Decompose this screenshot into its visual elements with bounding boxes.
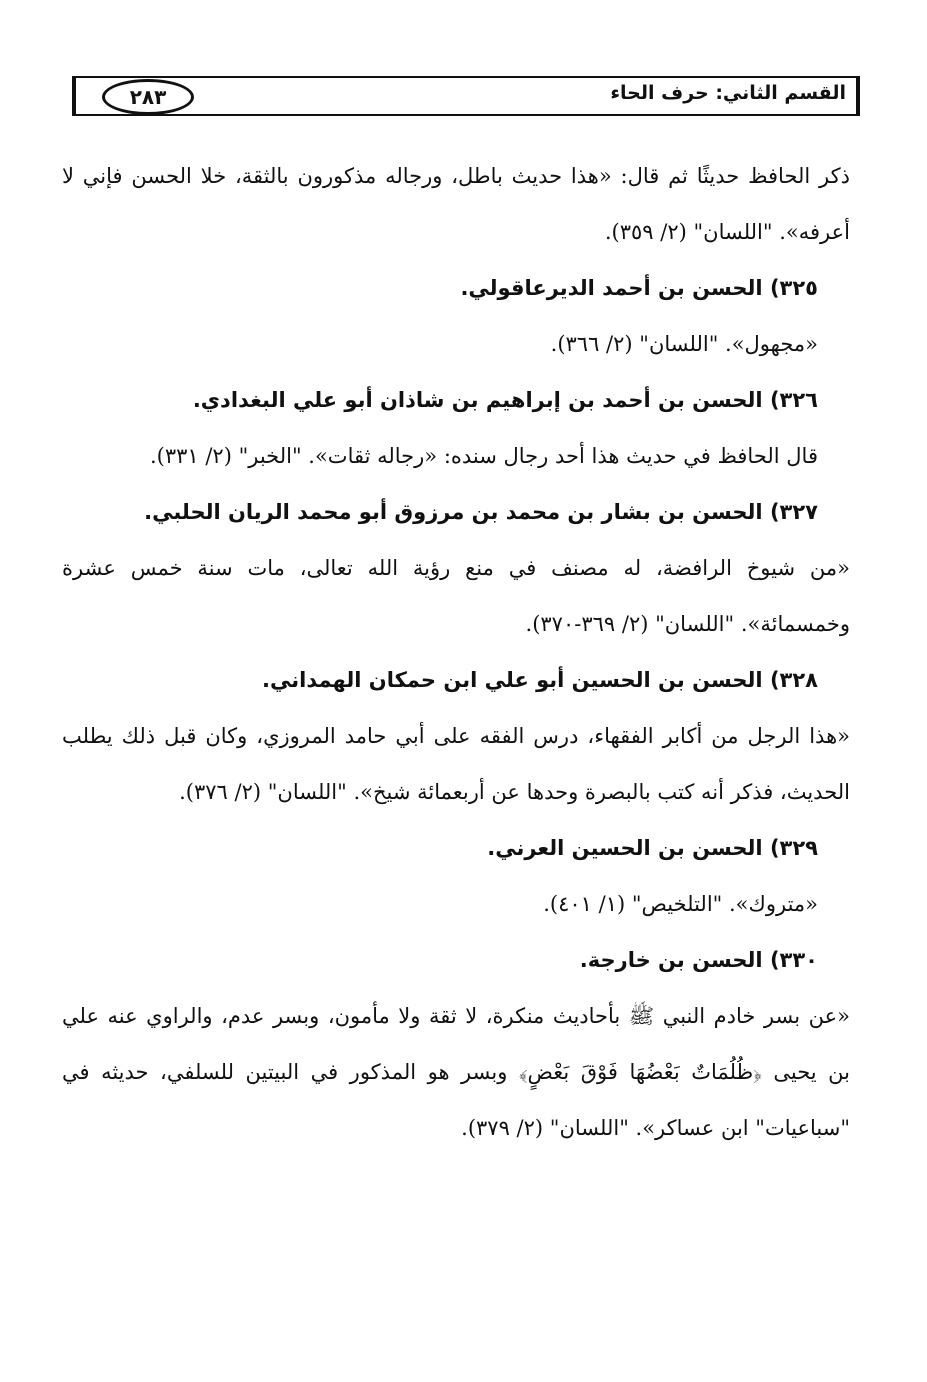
entry-327-note: «من شيوخ الرافضة، له مصنف في منع رؤية الله تعالى، مات سنة خمس عشرة وخمسمائة». "اللسان" (٢/ ٣٦٩-٣٧٠). [62, 556, 850, 636]
header-right-bar [856, 76, 860, 116]
entry-325-heading [62, 260, 850, 316]
entry-327-heading [62, 484, 850, 540]
header-top-rule [72, 76, 860, 78]
header-bottom-rule [72, 114, 860, 116]
entry-329-heading [62, 820, 850, 876]
entry-325-note: «مجهول». "اللسان" (٢/ ٣٦٦). [550, 332, 818, 356]
entry-name: الحسن بن خارجة. [579, 948, 763, 972]
entry-326-note: قال الحافظ في حديث هذا أحد رجال سنده: «رجاله ثقات». "الخبر" (٢/ ٣٣١). [149, 444, 818, 468]
entry-330-heading [62, 932, 850, 988]
intro-paragraph: ذكر الحافظ حديثًا ثم قال: «هذا حديث باطل، ورجاله مذكورون بالثقة، خلا الحسن فإني لا أعرفه». "اللسان" (٢/ ٣٥٩). [62, 164, 850, 244]
header-left-bar [72, 76, 76, 116]
entry-name: الحسن بن الحسين العرني. [487, 836, 763, 860]
page-number: ٢٨٣ [102, 79, 194, 115]
entry-328-note: «هذا الرجل من أكابر الفقهاء، درس الفقه على أبي حامد المروزي، وكان قبل ذلك يطلب الحديث، فذكر أنه كتب بالبصرة وحدها عن أربعمائة شيخ». "اللسان" (٢/ ٣٧٦). [62, 724, 850, 804]
page-body [62, 148, 850, 1156]
entry-330-note: «عن بسر خادم النبي ﷺ بأحاديث منكرة، لا ثقة ولا مأمون، وبسر عدم، والراوي عنه علي بن يحيى ﴿ظُلُمَاتٌ بَعْضُهَا فَوْقَ بَعْضٍ﴾ وبسر هو المذكور في البيتين للسلفي، حديثه في "سباعيات" ابن عساكر». "اللسان" (٢/ ٣٧٩). [62, 1004, 850, 1140]
entry-number: ٣٢٥) [769, 276, 818, 300]
entry-name: الحسن بن أحمد بن إبراهيم بن شاذان أبو علي البغدادي. [192, 388, 763, 412]
entry-326-heading [62, 372, 850, 428]
entry-number: ٣٢٦) [769, 388, 818, 412]
entry-329-note: «متروك». "التلخيص" (١/ ٤٠١). [543, 892, 818, 916]
entry-328-heading [62, 652, 850, 708]
entry-name: الحسن بن بشار بن محمد بن مرزوق أبو محمد الريان الحلبي. [144, 500, 763, 524]
entry-number: ٣٢٧) [769, 500, 818, 524]
entry-number: ٣٢٩) [769, 836, 818, 860]
section-title: القسم الثاني: حرف الحاء [610, 82, 846, 104]
entry-name: الحسن بن الحسين أبو علي ابن حمكان الهمداني. [262, 668, 763, 692]
running-header [72, 76, 860, 116]
entry-number: ٣٣٠) [769, 948, 818, 972]
entry-name: الحسن بن أحمد الديرعاقولي. [460, 276, 763, 300]
entry-number: ٣٢٨) [769, 668, 818, 692]
